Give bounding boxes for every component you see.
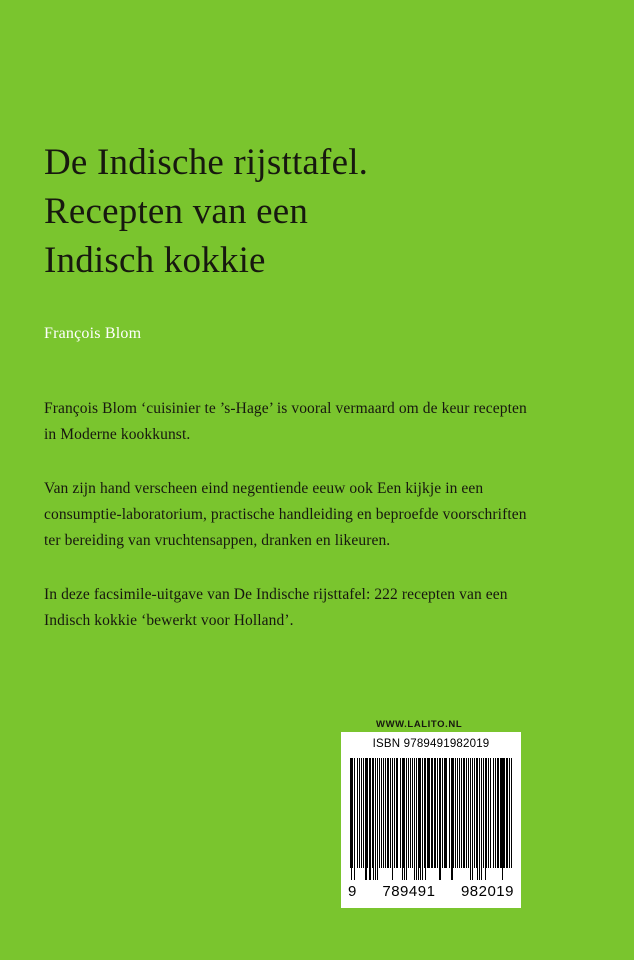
barcode-digits [348, 883, 514, 900]
author-name: François Blom [44, 325, 142, 342]
blurb-paragraph-2: Van zijn hand verscheen eind negentiende eeuw ook Een kijkje in een consumptie-laboratorium, practische handleiding en beproefde voorschriften ter bereiding van vruchtensappen, dranken en likeuren. [44, 480, 527, 549]
isbn-label: ISBN 9789491982019 [372, 738, 490, 750]
barcode-bars [350, 758, 512, 880]
title-line-1: De Indische rijsttafel. [44, 142, 369, 183]
blurb-text [44, 396, 534, 634]
title-line-2: Recepten van een [44, 191, 309, 232]
blurb-paragraph-1: François Blom ‘cuisinier te ’s-Hage’ is vooral vermaard om de keur recepten in Moderne kookkunst. [44, 400, 527, 443]
barcode-digit-left: 9 [348, 883, 357, 900]
blurb-paragraph-3: In deze facsimile-uitgave van De Indische rijsttafel: 222 recepten van een Indisch kokkie ‘bewerkt voor Holland’. [44, 586, 508, 629]
page-title [44, 138, 564, 285]
barcode-digit-middle: 789491 [382, 883, 436, 900]
barcode-digit-right: 982019 [460, 883, 514, 900]
title-line-3: Indisch kokkie [44, 240, 266, 281]
publisher-website[interactable]: WWW.LALITO.NL [376, 719, 463, 730]
barcode [341, 732, 521, 908]
